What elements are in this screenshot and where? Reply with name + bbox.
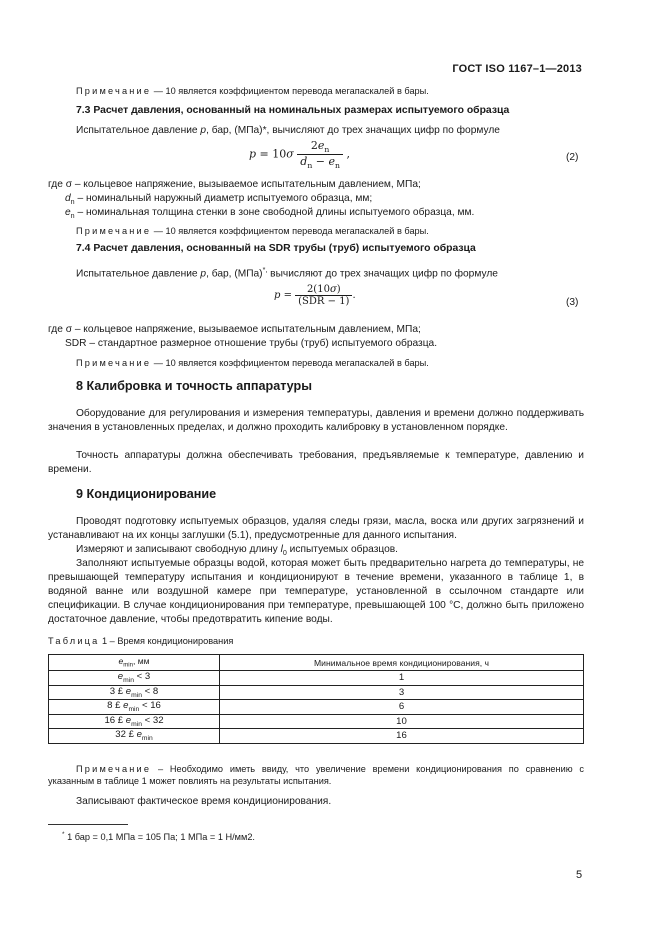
closing-paragraph: Записывают фактическое время кондиционирования.	[76, 796, 332, 807]
s73-where-dn: $d_n$ – номинальный наружный диаметр испытуемого образца, мм;	[65, 193, 373, 207]
s73-where-sigma: где σ – кольцевое напряжение, вызываемое испытательным давлением, МПа;	[48, 179, 421, 190]
table-header-time: Минимальное время кондиционирования, ч	[220, 655, 584, 671]
footnote: * 1 бар = 0,1 МПа = 105 Па; 1 МПа = 1 Н/мм2.	[62, 831, 255, 843]
section-8-paragraph-1: Оборудование для регулирования и измерения температуры, давления и времени должно поддерживать значения в установленных пределах, и должно проходить калибровку в установленном порядке.	[48, 408, 584, 433]
note-3: Примечание — 10 является коэффициентом перевода мегапаскалей в бары.	[76, 358, 429, 368]
table-1	[48, 654, 584, 744]
page-header: ГОСТ ISO 1167–1—2013	[452, 63, 582, 75]
section-7-4-heading: 7.4 Расчет давления, основанный на SDR трубы (труб) испытуемого образца	[76, 243, 476, 254]
table-cell-time: 16	[220, 729, 584, 744]
section-9-heading: 9 Кондиционирование	[76, 487, 217, 501]
note-4: Примечание – Необходимо иметь ввиду, что увеличение времени кондиционирования по сравнению с указанным в таблице 1 может повлиять на результаты испытания.	[48, 764, 584, 786]
section-9-paragraph-2: Измеряют и записывают свободную длину $l_0$ испытуемых образцов.	[76, 544, 398, 558]
section-7-3-heading: 7.3 Расчет давления, основанный на номинальных размерах испытуемого образца	[76, 105, 510, 116]
section-9-paragraph-1: Проводят подготовку испытуемых образцов, удаляя следы грязи, масла, воска или других загрязнений и устанавливают на их концы заглушки (5.1), предусмотренные для данного испытания.	[48, 516, 584, 541]
note-2: Примечание — 10 является коэффициентом перевода мегапаскалей в бары.	[76, 226, 429, 236]
section-7-4-intro: Испытательное давление p, бар, (МПа)*, вычисляют до трех значащих цифр по формуле	[76, 266, 498, 280]
formula-3-fraction: $\frac{2(10\sigma)}{\text{(SDR − 1)}}$	[295, 284, 352, 307]
section-8-paragraph-2: Точность аппаратуры должна обеспечивать требования, предъявляемые к температуре, давлению и времени.	[48, 450, 584, 475]
footnote-divider	[48, 824, 128, 825]
formula-2: p = 10σ $\frac{2e_n}{d_n - e_n}$ ,	[249, 139, 350, 171]
table-header-row	[49, 655, 584, 671]
s73-where-en: $e_n$ – номинальная толщина стенки в зоне свободной длины испытуемого образца, мм.	[65, 207, 475, 221]
table-1-caption: Таблица 1 – Время кондиционирования	[48, 636, 234, 646]
table-cell-range: 8 £ $e_{min} < 16$	[49, 700, 220, 715]
table-cell-range: 32 £ $e_{min}$	[49, 729, 220, 744]
table-cell-range: $e_{min} < 3$	[49, 671, 220, 686]
table-cell-time: 6	[220, 700, 584, 715]
table-row	[49, 700, 584, 715]
formula-3: p = $\frac{2(10\sigma)}{\text{(SDR − 1)}}$ .	[274, 284, 356, 307]
formula-2-fraction: $\frac{2e_n}{d_n - e_n}$	[297, 139, 343, 170]
section-9-paragraph-3: Заполняют испытуемые образцы водой, которая может быть предварительно нагрета до температуры, не превышающей температуру испытания и кондиционируют в течение времени, указанного в таблице 1, в водяной ванне или воздушной камере при температуре, установленной в ссылочном стандарте или спецификации. В случае кондиционирования при температуре, превышающей 100 °C, должно быть приложено достаточное давление, чтобы предотвратить кипение воды.	[48, 558, 584, 625]
section-7-3-intro: Испытательное давление p, бар, (МПа)*, вычисляют до трех значащих цифр по формуле	[76, 125, 500, 136]
table-row	[49, 685, 584, 700]
note-1: Примечание — 10 является коэффициентом перевода мегапаскалей в бары.	[76, 86, 429, 96]
page-number: 5	[576, 869, 583, 881]
table-header-emin: $e_{min}$, мм	[49, 655, 220, 671]
formula-2-number: (2)	[566, 152, 579, 163]
table-row	[49, 729, 584, 744]
table-cell-time: 3	[220, 685, 584, 700]
table-cell-time: 1	[220, 671, 584, 686]
table-cell-range: 16 £ $e_{min} < 32$	[49, 714, 220, 729]
table-cell-range: 3 £ $e_{min} < 8$	[49, 685, 220, 700]
s74-where-sigma: где σ – кольцевое напряжение, вызываемое испытательным давлением, МПа;	[48, 324, 421, 335]
formula-3-number: (3)	[566, 297, 579, 308]
s74-where-sdr: SDR – стандартное размерное отношение трубы (труб) испытуемого образца.	[65, 338, 438, 349]
table-row	[49, 671, 584, 686]
table-cell-time: 10	[220, 714, 584, 729]
section-8-heading: 8 Калибровка и точность аппаратуры	[76, 379, 312, 393]
table-row	[49, 714, 584, 729]
